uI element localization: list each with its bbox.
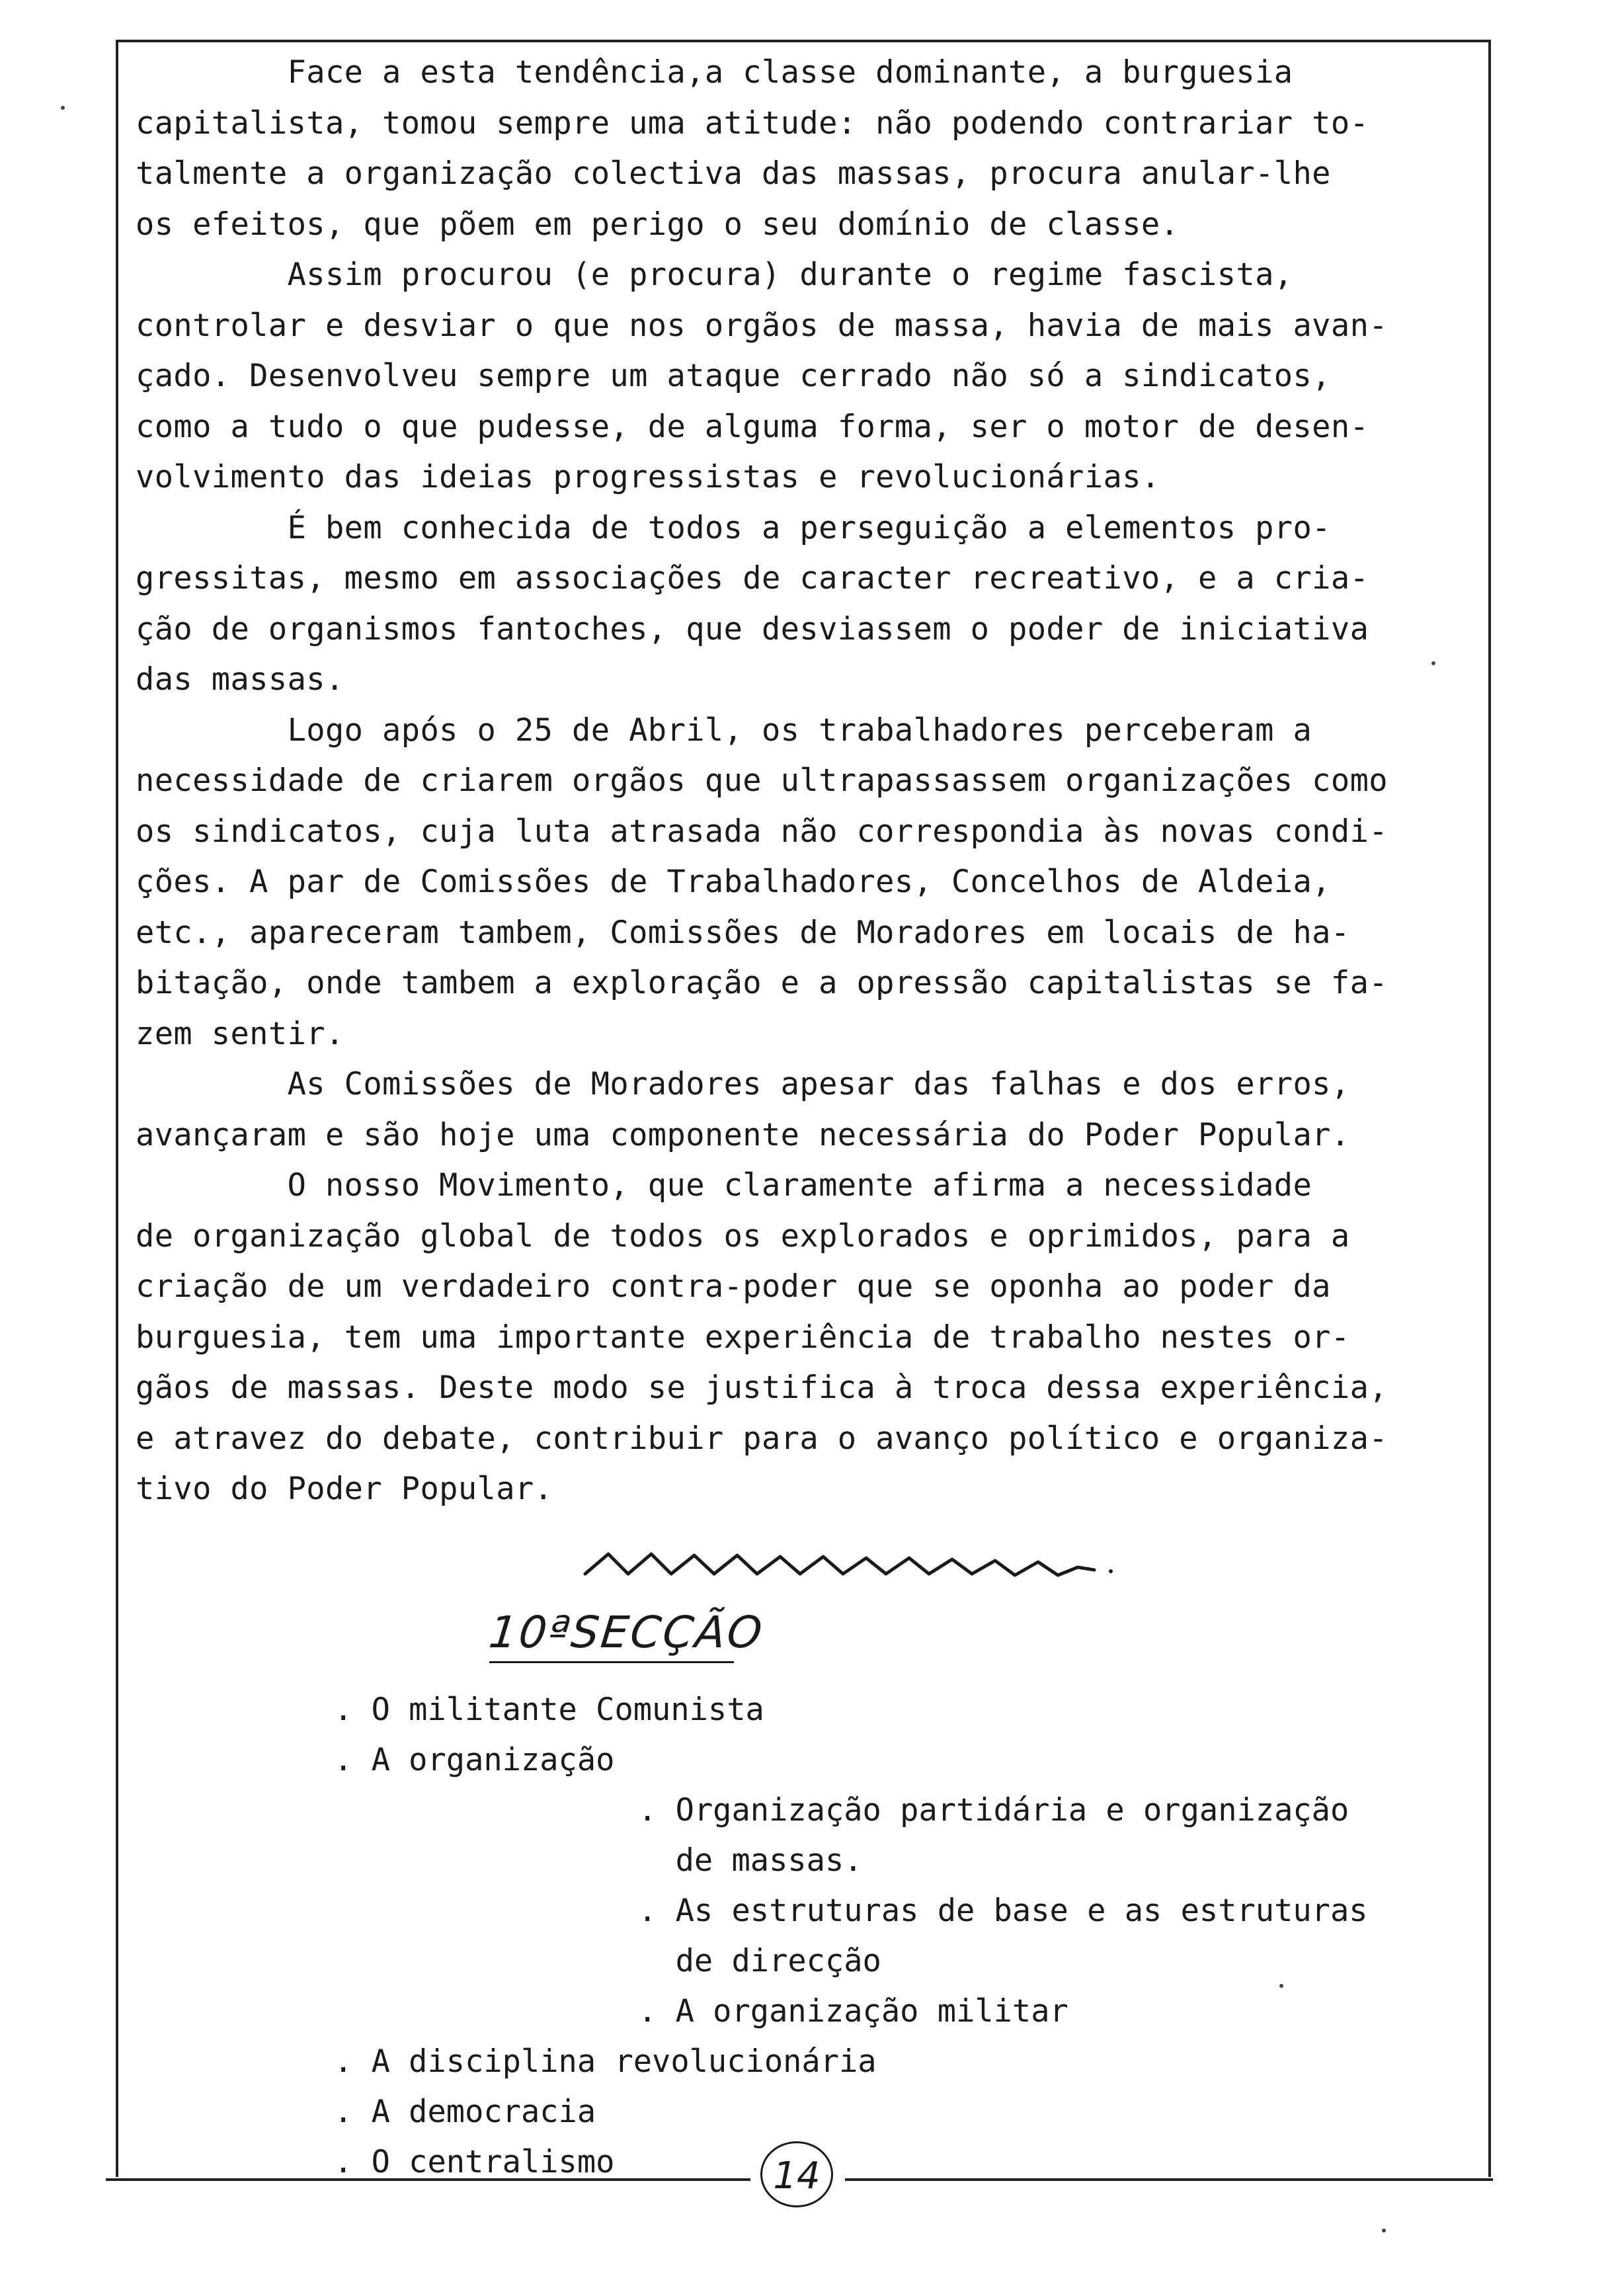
text-line: É bem conhecida de todos a perseguição a elementos pro- — [136, 509, 1331, 546]
text-line: e atravez do debate, contribuir para o avanço político e organiza- — [136, 1420, 1388, 1457]
text-line: volvimento das ideias progressistas e revolucionárias. — [136, 459, 1160, 495]
text-line: os sindicatos, cuja luta atrasada não correspondia às novas condi- — [136, 813, 1388, 850]
text-line: O nosso Movimento, que claramente afirma a necessidade — [136, 1167, 1312, 1204]
text-line: burguesia, tem uma importante experiência de trabalho nestes or- — [136, 1319, 1350, 1356]
toc-item: . A organização — [334, 1742, 615, 1778]
text-line: necessidade de criarem orgãos que ultrapassassem organizações como — [136, 762, 1388, 799]
text-line: como a tudo o que pudesse, de alguma forma, ser o motor de desen- — [136, 408, 1369, 445]
text-line: As Comissões de Moradores apesar das falhas e dos erros, — [136, 1066, 1350, 1102]
text-line: criação de um verdadeiro contra-poder que se oponha ao poder da — [136, 1268, 1331, 1305]
toc-subitem: . A organização militar — [638, 1993, 1068, 2030]
toc-item: . A disciplina revolucionária — [334, 2043, 877, 2080]
page-number: 14 — [760, 2141, 833, 2207]
text-line: controlar e desviar o que nos orgãos de massa, havia de mais avan- — [136, 307, 1388, 344]
section-heading: 10ªSECÇÃO — [486, 1607, 766, 1658]
text-line: gressitas, mesmo em associações de caracter recreativo, e a cria- — [136, 560, 1369, 596]
text-line: capitalista, tomou sempre uma atitude: não podendo contrariar to- — [136, 104, 1369, 142]
text-line: Face a esta tendência,a classe dominante, a burguesia — [136, 54, 1293, 91]
toc-subitem: . Organização partidária e organização — [638, 1792, 1349, 1828]
text-line: bitação, onde tambem a exploração e a opressão capitalistas se fa- — [136, 965, 1388, 1001]
scan-speck — [1382, 2229, 1386, 2233]
scan-speck — [1279, 1984, 1283, 1988]
toc-item: . O militante Comunista — [334, 1692, 764, 1728]
text-line: Logo após o 25 de Abril, os trabalhadores perceberam a — [136, 712, 1312, 749]
text-line: ções. A par de Comissões de Trabalhadores, Concelhos de Aldeia, — [136, 864, 1331, 900]
scan-speck — [1431, 661, 1435, 665]
text-line: ção de organismos fantoches, que desviassem o poder de iniciativa — [136, 610, 1369, 647]
text-line: avançaram e são hoje uma componente necessária do Poder Popular. — [136, 1116, 1350, 1153]
scan-speck — [61, 106, 65, 110]
text-line: çado. Desenvolveu sempre um ataque cerrado não só a sindicatos, — [136, 358, 1331, 394]
text-line: Assim procurou (e procura) durante o regime fascista, — [136, 257, 1293, 293]
wavy-separator — [582, 1541, 1164, 1587]
text-line: de organização global de todos os explorados e oprimidos, para a — [136, 1217, 1350, 1254]
toc-item: . O centralismo — [334, 2144, 615, 2180]
text-line: etc., apareceram tambem, Comissões de Moradores em locais de ha- — [136, 914, 1350, 951]
text-line: gãos de massas. Deste modo se justifica à troca dessa experiência, — [136, 1370, 1388, 1406]
text-line: das massas. — [136, 661, 344, 698]
text-line: tivo do Poder Popular. — [136, 1471, 553, 1507]
toc-subitem: de direcção — [638, 1943, 881, 1979]
bottom-rule-right — [845, 2178, 1493, 2181]
toc-item: . A democracia — [334, 2094, 596, 2130]
section-underline — [489, 1661, 734, 1663]
toc-subitem: . As estruturas de base e as estruturas — [638, 1893, 1368, 1929]
text-line: os efeitos, que põem em perigo o seu domínio de classe. — [136, 206, 1180, 243]
toc-subitem: de massas. — [638, 1842, 863, 1879]
body-text — [136, 48, 1478, 1515]
text-line: zem sentir. — [136, 1015, 344, 1052]
text-line: talmente a organização colectiva das massas, procura anular-lhe — [136, 155, 1331, 192]
